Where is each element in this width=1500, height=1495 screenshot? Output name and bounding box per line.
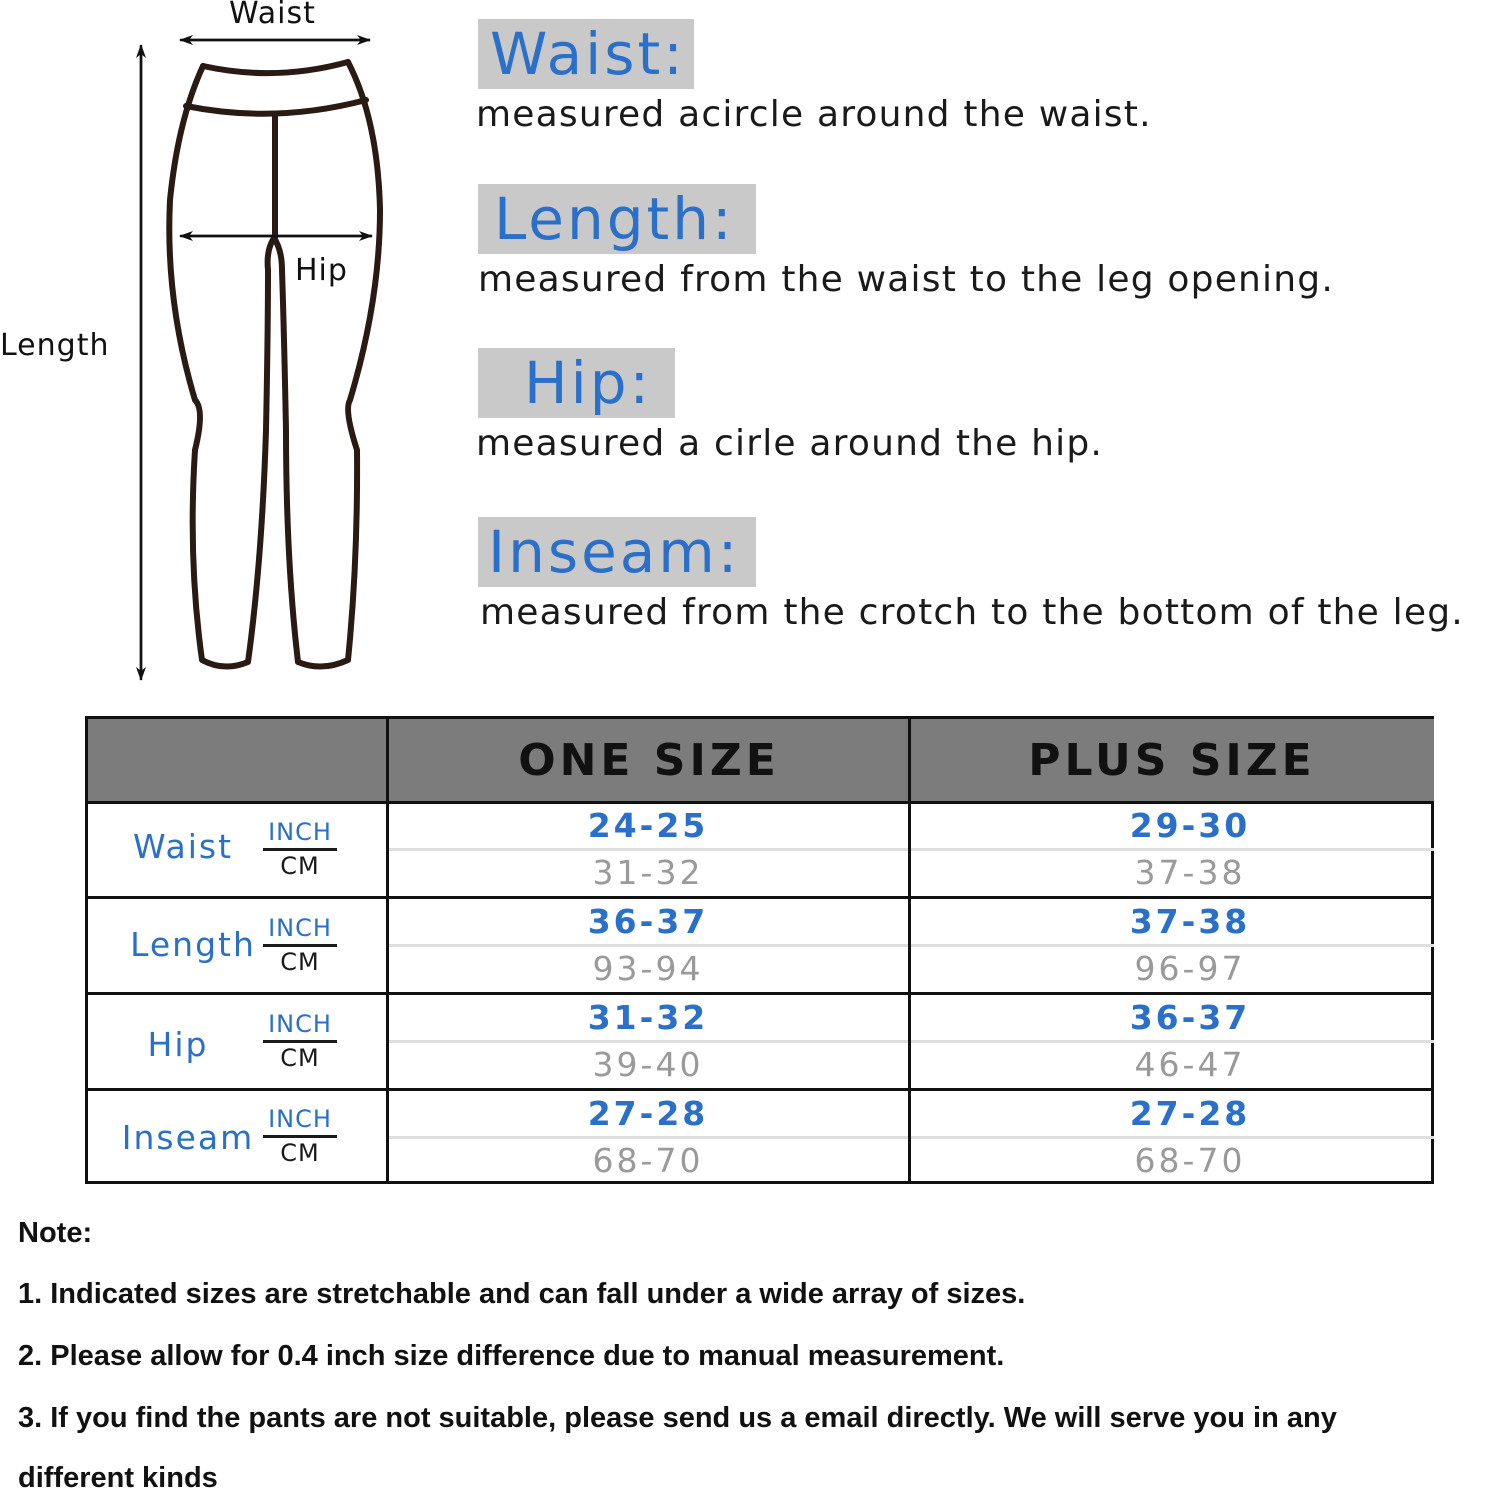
plus-size-hip-cm: 46-47 (1134, 1045, 1246, 1084)
unit-fraction-bar (263, 1040, 337, 1043)
waist-diagram-label: Waist (229, 0, 316, 31)
unit-inch-label: INCH (268, 1010, 332, 1038)
note-item: 1. Indicated sizes are stretchable and can fall under a wide array of sizes. (18, 1278, 1026, 1310)
row-label-length: Length (130, 925, 256, 964)
note-item: different kinds (18, 1462, 218, 1494)
one-size-length-cm: 93-94 (592, 949, 704, 988)
unit-divider (911, 1136, 1434, 1139)
note-item: 3. If you find the pants are not suitable, please send us a email directly. We will serve you in any (18, 1402, 1337, 1434)
row-divider (88, 992, 1431, 995)
definition-title: Length: (478, 184, 756, 254)
definition-text: measured a cirle around the hip. (476, 423, 1104, 464)
unit-divider (389, 1040, 908, 1043)
plus-size-waist-cm: 37-38 (1134, 853, 1246, 892)
unit-divider (911, 944, 1434, 947)
definition-title: Hip: (478, 348, 675, 418)
one-size-inseam-inch: 27-28 (587, 1094, 709, 1133)
plus-size-length-cm: 96-97 (1134, 949, 1246, 988)
unit-fraction-bar (263, 1135, 337, 1138)
plus-size-hip-inch: 36-37 (1129, 998, 1251, 1037)
column-header-plus-size: PLUS SIZE (1028, 735, 1316, 786)
plus-size-inseam-cm: 68-70 (1134, 1141, 1246, 1180)
row-label-inseam: Inseam (121, 1118, 255, 1157)
definition-title: Inseam: (478, 517, 756, 587)
unit-divider (911, 1040, 1434, 1043)
row-label-hip: Hip (147, 1025, 209, 1064)
pants-measurement-diagram (0, 0, 470, 700)
unit-inch-label: INCH (268, 1105, 332, 1133)
definition-title: Waist: (478, 19, 694, 89)
definition-text: measured from the crotch to the bottom of the leg. (480, 592, 1464, 633)
plus-size-waist-inch: 29-30 (1129, 806, 1251, 845)
plus-size-length-inch: 37-38 (1129, 902, 1251, 941)
table-header-blank (88, 719, 388, 801)
one-size-inseam-cm: 68-70 (592, 1141, 704, 1180)
unit-fraction-bar (263, 848, 337, 851)
unit-divider (389, 944, 908, 947)
one-size-length-inch: 36-37 (587, 902, 709, 941)
unit-cm-label: CM (280, 1139, 320, 1167)
unit-divider (389, 1136, 908, 1139)
size-chart-table (85, 716, 1434, 1184)
one-size-waist-cm: 31-32 (592, 853, 704, 892)
one-size-hip-inch: 31-32 (587, 998, 709, 1037)
unit-cm-label: CM (280, 948, 320, 976)
definition-text: measured from the waist to the leg opening. (478, 259, 1334, 300)
unit-inch-label: INCH (268, 914, 332, 942)
one-size-waist-inch: 24-25 (587, 806, 709, 845)
unit-divider (911, 848, 1434, 851)
hip-diagram-label: Hip (295, 253, 348, 288)
unit-cm-label: CM (280, 852, 320, 880)
row-label-waist: Waist (132, 827, 234, 866)
header-divider (88, 801, 1431, 804)
one-size-hip-cm: 39-40 (592, 1045, 704, 1084)
unit-divider (389, 848, 908, 851)
length-diagram-label: Length (0, 328, 110, 363)
unit-cm-label: CM (280, 1044, 320, 1072)
definition-text: measured acircle around the waist. (476, 94, 1152, 135)
note-item: 2. Please allow for 0.4 inch size difference due to manual measurement. (18, 1340, 1005, 1372)
row-divider (88, 1088, 1431, 1091)
notes-heading: Note: (18, 1217, 93, 1249)
row-divider (88, 896, 1431, 899)
unit-fraction-bar (263, 944, 337, 947)
unit-inch-label: INCH (268, 818, 332, 846)
column-header-one-size: ONE SIZE (518, 735, 780, 786)
plus-size-inseam-inch: 27-28 (1129, 1094, 1251, 1133)
